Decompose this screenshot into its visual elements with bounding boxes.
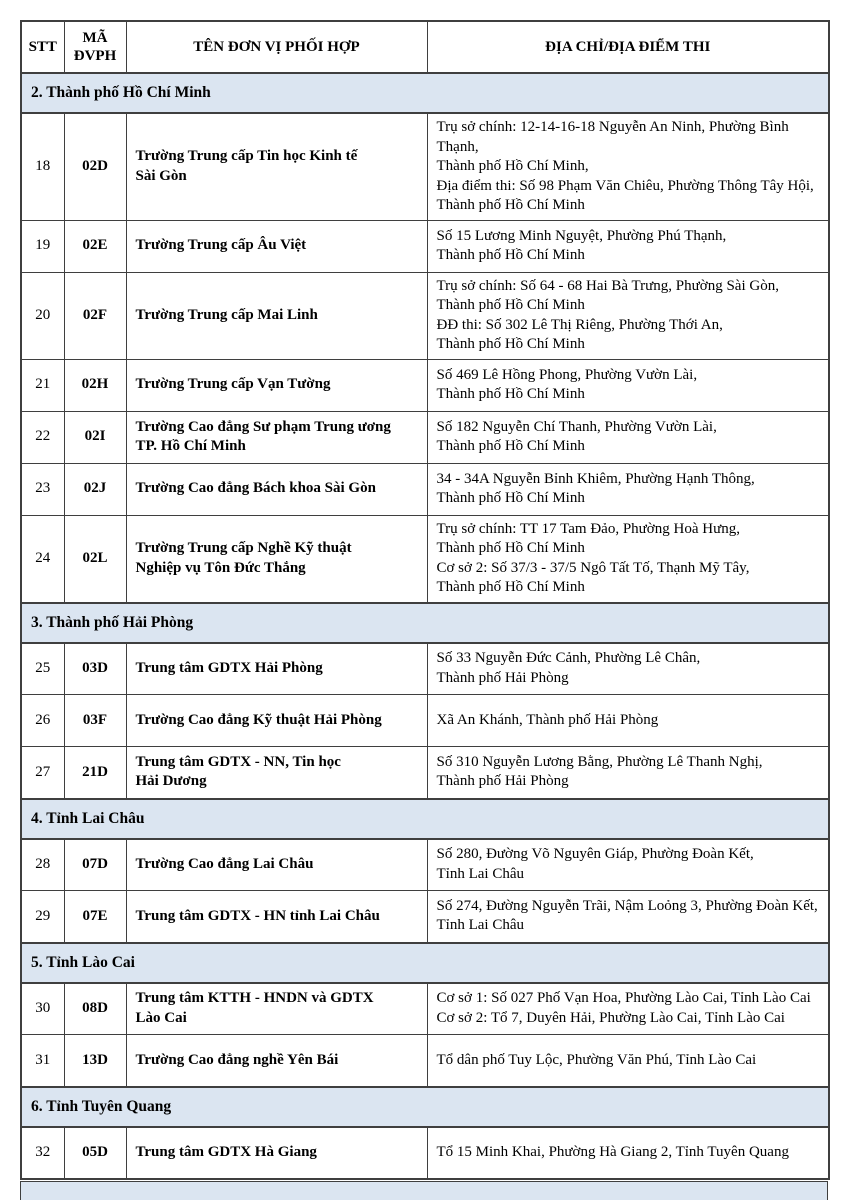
cell-address: Cơ sở 1: Số 027 Phố Vạn Hoa, Phường Lào Cai, Tỉnh Lào Cai Cơ sở 2: Tổ 7, Duyên Hải, Phường Lào Cai, Tỉnh Lào Cai: [427, 983, 829, 1035]
table-row: [21, 359, 829, 411]
table-row: [21, 643, 829, 695]
cell-address: Số 182 Nguyễn Chí Thanh, Phường Vườn Lài, Thành phố Hồ Chí Minh: [427, 411, 829, 463]
table-row: [21, 220, 829, 272]
cell-unit-name: Trường Cao đẳng Bách khoa Sài Gòn: [126, 463, 427, 515]
cell-unit-name: Trung tâm GDTX - NN, Tin học Hải Dương: [126, 747, 427, 799]
cell-unit-name: Trung tâm GDTX Hà Giang: [126, 1127, 427, 1179]
cell-address: Số 280, Đường Võ Nguyên Giáp, Phường Đoàn Kết, Tỉnh Lai Châu: [427, 839, 829, 891]
cell-stt: 20: [21, 272, 64, 359]
header-stt: STT: [21, 21, 64, 73]
cell-unit-name: Trường Trung cấp Tin học Kinh tế Sài Gòn: [126, 113, 427, 220]
cell-stt: 19: [21, 220, 64, 272]
cell-stt: 32: [21, 1127, 64, 1179]
cell-stt: 24: [21, 515, 64, 603]
cell-unit-name: Trường Cao đẳng Sư phạm Trung ương TP. Hồ Chí Minh: [126, 411, 427, 463]
cell-unit-code: 02E: [64, 220, 126, 272]
cell-unit-code: 03D: [64, 643, 126, 695]
cell-unit-code: 02H: [64, 359, 126, 411]
cell-stt: 28: [21, 839, 64, 891]
cell-stt: 22: [21, 411, 64, 463]
cell-unit-code: 02F: [64, 272, 126, 359]
cell-unit-code: 07E: [64, 891, 126, 943]
section-row: [21, 1087, 829, 1127]
cell-stt: 18: [21, 113, 64, 220]
cell-unit-name: Trường Cao đẳng nghề Yên Bái: [126, 1035, 427, 1087]
cell-address: Trụ sở chính: TT 17 Tam Đảo, Phường Hoà Hưng, Thành phố Hồ Chí Minh Cơ sở 2: Số 37/3 - 37/5 Ngô Tất Tố, Thạnh Mỹ Tây, Thành phố Hồ Chí Minh: [427, 515, 829, 603]
cell-unit-name: Trường Cao đẳng Kỹ thuật Hải Phòng: [126, 695, 427, 747]
cell-stt: 26: [21, 695, 64, 747]
cell-address: Số 274, Đường Nguyễn Trãi, Nậm Loỏng 3, Phường Đoàn Kết, Tỉnh Lai Châu: [427, 891, 829, 943]
section-label: 6. Tỉnh Tuyên Quang: [21, 1087, 829, 1127]
section-label: 5. Tỉnh Lào Cai: [21, 943, 829, 983]
cell-address: Tổ dân phố Tuy Lộc, Phường Văn Phú, Tỉnh Lào Cai: [427, 1035, 829, 1087]
cell-unit-name: Trung tâm GDTX - HN tỉnh Lai Châu: [126, 891, 427, 943]
header-code-line2: ĐVPH: [73, 48, 117, 64]
section-label: 3. Thành phố Hải Phòng: [21, 603, 829, 643]
header-address: ĐỊA CHỈ/ĐỊA ĐIỂM THI: [427, 21, 829, 73]
cell-unit-name: Trung tâm GDTX Hải Phòng: [126, 643, 427, 695]
cell-stt: 30: [21, 983, 64, 1035]
cell-unit-name: Trường Trung cấp Vạn Tường: [126, 359, 427, 411]
cell-unit-code: 02D: [64, 113, 126, 220]
cell-address: Tổ 15 Minh Khai, Phường Hà Giang 2, Tỉnh Tuyên Quang: [427, 1127, 829, 1179]
cell-unit-name: Trường Trung cấp Mai Linh: [126, 272, 427, 359]
cell-unit-code: 07D: [64, 839, 126, 891]
header-code-line1: MÃ: [82, 30, 108, 46]
table-row: [21, 463, 829, 515]
cell-unit-name: Trường Cao đẳng Lai Châu: [126, 839, 427, 891]
header-code: [64, 21, 126, 73]
cell-unit-name: Trường Trung cấp Nghề Kỹ thuật Nghiệp vụ Tôn Đức Thắng: [126, 515, 427, 603]
cell-unit-code: 02J: [64, 463, 126, 515]
cell-unit-code: 02L: [64, 515, 126, 603]
cell-stt: 29: [21, 891, 64, 943]
table-row: [21, 1127, 829, 1179]
cell-address: Số 469 Lê Hồng Phong, Phường Vườn Lài, Thành phố Hồ Chí Minh: [427, 359, 829, 411]
cell-stt: 21: [21, 359, 64, 411]
cell-unit-code: 13D: [64, 1035, 126, 1087]
header-row: [21, 21, 829, 73]
cell-unit-name: Trung tâm KTTH - HNDN và GDTX Lào Cai: [126, 983, 427, 1035]
table-row: [21, 272, 829, 359]
table-header: [21, 21, 829, 73]
table-row: [21, 515, 829, 603]
section-label: 4. Tỉnh Lai Châu: [21, 799, 829, 839]
partial-next-section-strip: [20, 1181, 828, 1200]
table-row: [21, 1035, 829, 1087]
cell-address: Trụ sở chính: Số 64 - 68 Hai Bà Trưng, Phường Sài Gòn, Thành phố Hồ Chí Minh ĐĐ thi: Số 302 Lê Thị Riêng, Phường Thới An, Thành phố Hồ Chí Minh: [427, 272, 829, 359]
cell-unit-code: 03F: [64, 695, 126, 747]
table-row: [21, 411, 829, 463]
cell-unit-code: 05D: [64, 1127, 126, 1179]
cell-stt: 31: [21, 1035, 64, 1087]
cell-address: Số 310 Nguyễn Lương Bằng, Phường Lê Thanh Nghị, Thành phố Hải Phòng: [427, 747, 829, 799]
section-row: [21, 799, 829, 839]
cell-address: Trụ sở chính: 12-14-16-18 Nguyễn An Ninh, Phường Bình Thạnh, Thành phố Hồ Chí Minh, Địa điểm thi: Số 98 Phạm Văn Chiêu, Phường Thông Tây Hội, Thành phố Hồ Chí Minh: [427, 113, 829, 220]
table-body: [21, 73, 829, 1179]
cell-unit-code: 02I: [64, 411, 126, 463]
cell-address: Xã An Khánh, Thành phố Hải Phòng: [427, 695, 829, 747]
cell-stt: 27: [21, 747, 64, 799]
table-row: [21, 113, 829, 220]
cell-unit-name: Trường Trung cấp Âu Việt: [126, 220, 427, 272]
table-row: [21, 891, 829, 943]
table-row: [21, 983, 829, 1035]
section-row: [21, 603, 829, 643]
section-row: [21, 73, 829, 113]
cell-address: Số 15 Lương Minh Nguyệt, Phường Phú Thạnh, Thành phố Hồ Chí Minh: [427, 220, 829, 272]
cell-unit-code: 08D: [64, 983, 126, 1035]
cell-stt: 25: [21, 643, 64, 695]
cell-address: Số 33 Nguyễn Đức Cảnh, Phường Lê Chân, Thành phố Hải Phòng: [427, 643, 829, 695]
cell-address: 34 - 34A Nguyễn Bỉnh Khiêm, Phường Hạnh Thông, Thành phố Hồ Chí Minh: [427, 463, 829, 515]
cell-stt: 23: [21, 463, 64, 515]
exam-units-table: [20, 20, 830, 1180]
table-row: [21, 747, 829, 799]
table-row: [21, 839, 829, 891]
header-unit-name: TÊN ĐƠN VỊ PHỐI HỢP: [126, 21, 427, 73]
section-label: 2. Thành phố Hồ Chí Minh: [21, 73, 829, 113]
table-row: [21, 695, 829, 747]
cell-unit-code: 21D: [64, 747, 126, 799]
section-row: [21, 943, 829, 983]
